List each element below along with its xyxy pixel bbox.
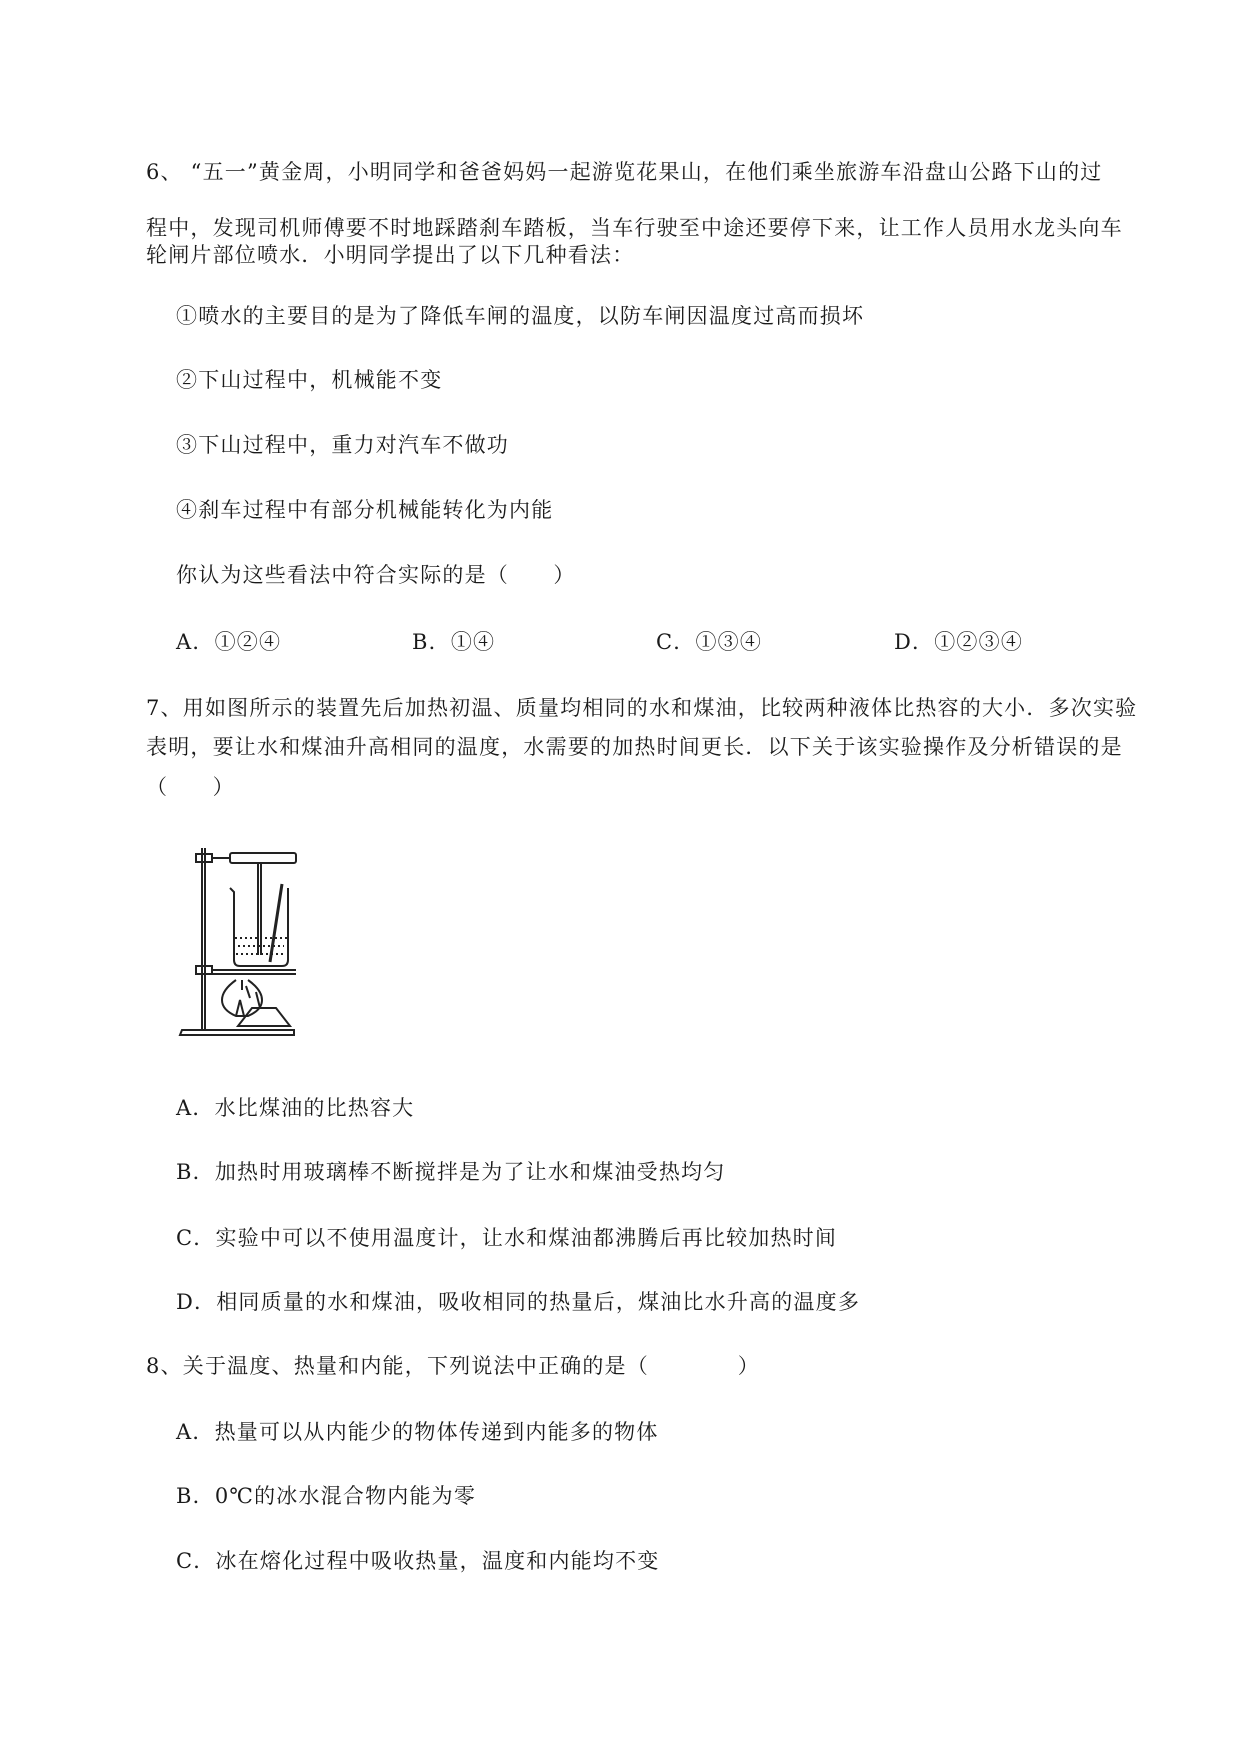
q7-line-1: 7、用如图所示的装置先后加热初温、质量均相同的水和煤油，比较两种液体比热容的大小．多次实验 — [146, 696, 1138, 720]
q6-prompt: 你认为这些看法中符合实际的是（ ） — [176, 563, 576, 587]
q6-option-d[interactable]: D．①②③④ — [894, 630, 1024, 654]
q6-line-3: 轮闸片部位喷水．小明同学提出了以下几种看法： — [146, 243, 635, 267]
q8-line-1: 8、关于温度、热量和内能，下列说法中正确的是（ ） — [146, 1354, 760, 1378]
q7-option-a[interactable]: A．水比煤油的比热容大 — [176, 1096, 415, 1120]
q6-statement-2: ②下山过程中，机械能不变 — [176, 368, 443, 392]
heating-apparatus-figure-drawing — [178, 840, 308, 1045]
q7-line-2: 表明，要让水和煤油升高相同的温度，水需要的加热时间更长．以下关于该实验操作及分析错误的是 — [146, 735, 1123, 759]
q8-option-b[interactable]: B．0℃的冰水混合物内能为零 — [176, 1484, 477, 1508]
q7-option-b[interactable]: B．加热时用玻璃棒不断搅拌是为了让水和煤油受热均匀 — [176, 1160, 726, 1184]
stand-base — [180, 1030, 294, 1035]
q7-option-d[interactable]: D．相同质量的水和煤油，吸收相同的热量后，煤油比水升高的温度多 — [176, 1290, 861, 1314]
q7-line-3: （ ） — [146, 775, 235, 799]
q6-option-b[interactable]: B．①④ — [412, 630, 496, 654]
stirring-rod — [270, 884, 282, 962]
q6-statement-4: ④刹车过程中有部分机械能转化为内能 — [176, 498, 554, 522]
q7-option-c[interactable]: C．实验中可以不使用温度计，让水和煤油都沸腾后再比较加热时间 — [176, 1226, 838, 1250]
q6-statement-1: ①喷水的主要目的是为了降低车闸的温度，以防车闸因温度过高而损坏 — [176, 304, 865, 328]
q8-option-a[interactable]: A．热量可以从内能少的物体传递到内能多的物体 — [176, 1420, 659, 1444]
q6-option-c[interactable]: C．①③④ — [656, 630, 763, 654]
heating-apparatus-figure — [178, 840, 308, 1045]
top-arm — [230, 853, 296, 863]
q6-option-a[interactable]: A．①②④ — [176, 630, 282, 654]
q6-line-2: 程中，发现司机师傅要不时地踩踏刹车踏板，当车行驶至中途还要停下来，让工作人员用水龙头向车 — [146, 216, 1123, 240]
q8-option-c[interactable]: C．冰在熔化过程中吸收热量，温度和内能均不变 — [176, 1549, 660, 1573]
q6-line-1: 6、 “五一”黄金周，小明同学和爸爸妈妈一起游览花果山，在他们乘坐旅游车沿盘山公路下山的过 — [146, 160, 1103, 184]
q6-statement-3: ③下山过程中，重力对汽车不做功 — [176, 433, 509, 457]
lamp-body — [238, 1008, 290, 1026]
